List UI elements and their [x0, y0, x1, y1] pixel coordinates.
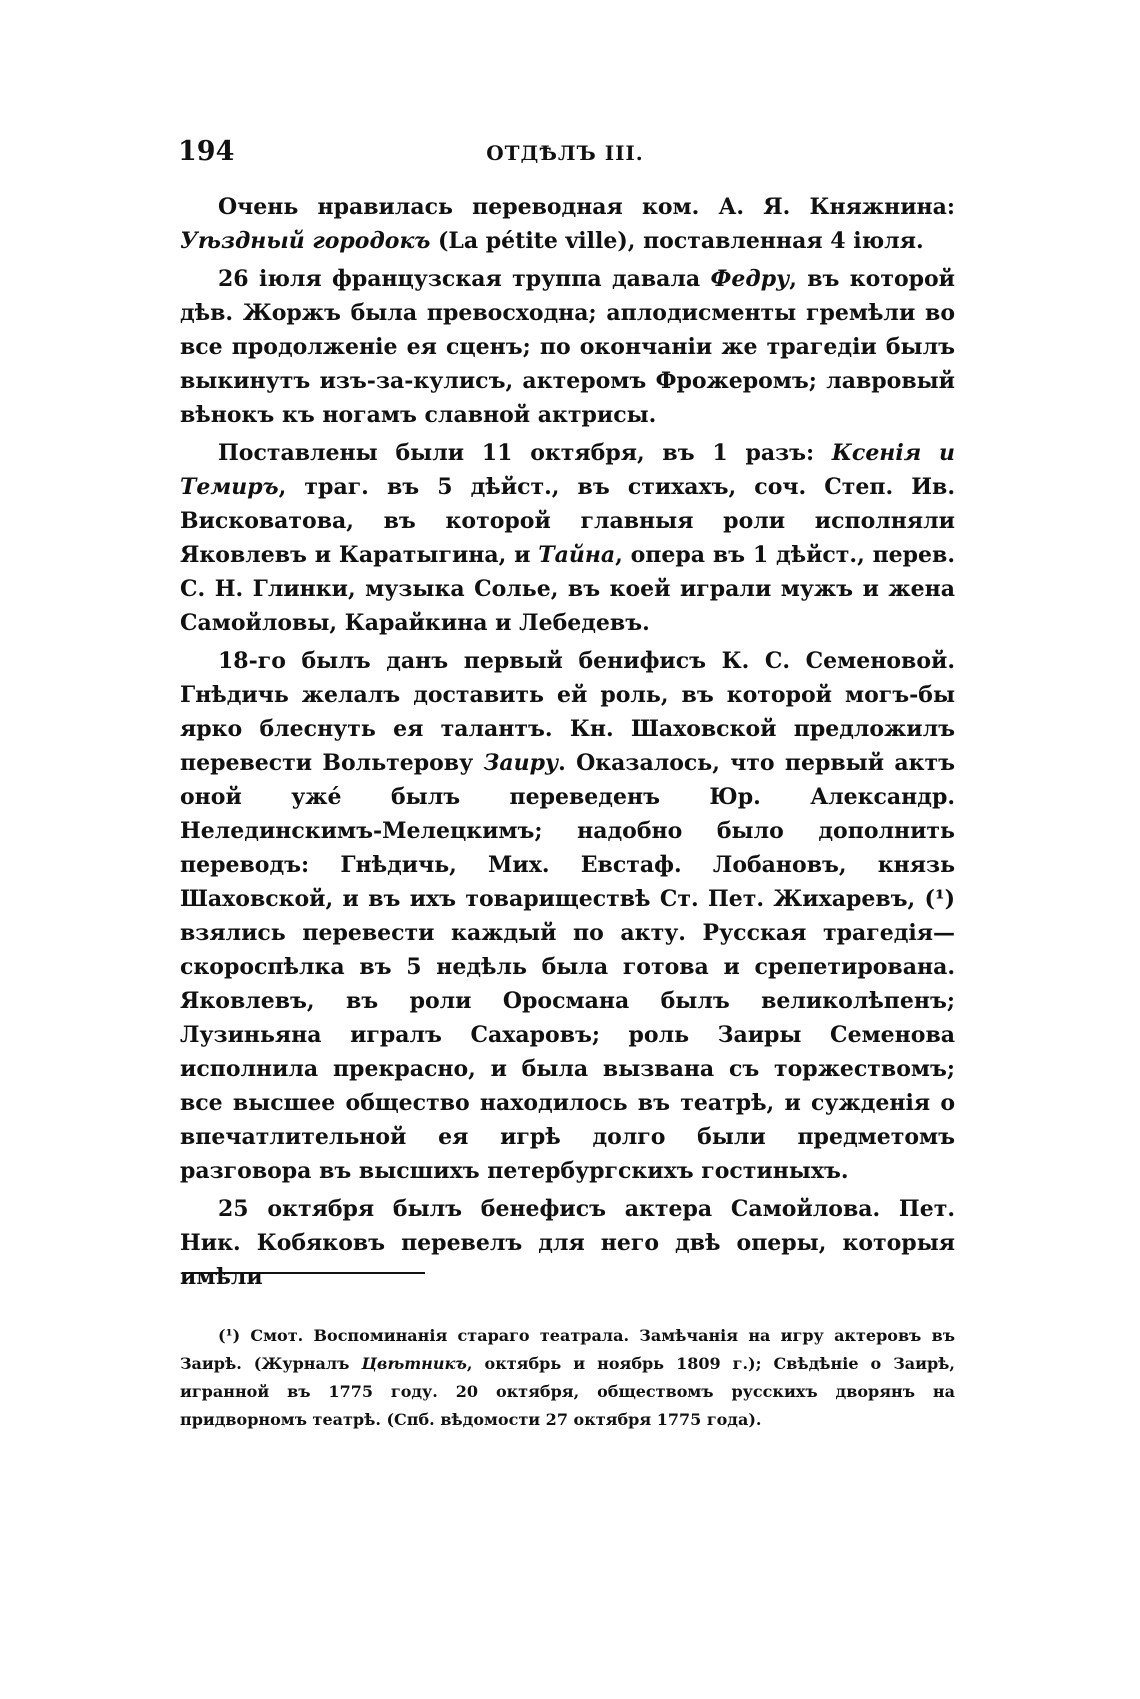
page-header: [170, 136, 960, 176]
paragraph: 25 октября былъ бенефисъ актера Самойлова. Пет. Ник. Кобяковъ перевелъ для него двѣ оперы, которыя имѣли: [180, 1196, 955, 1290]
footnote-divider: [182, 1272, 425, 1274]
footnotes: [180, 1322, 955, 1434]
paragraph: Очень нравилась переводная ком. А. Я. Княжнина: Уѣздный городокъ (La pétite ville), поставленная 4 іюля.: [180, 194, 955, 254]
paragraph: 26 іюля французская труппа давала Федру, въ которой дѣв. Жоржъ была превосходна; аплодисменты гремѣли во все продолженіе ея сценъ; по окончаніи же трагедіи былъ выкинутъ изъ-за-кулисъ, актеромъ Фрожеромъ; лавровый вѣнокъ къ ногамъ славной актрисы.: [180, 266, 955, 428]
main-text: [180, 190, 955, 1294]
paragraph: 18-го былъ данъ первый бенифисъ К. С. Семеновой. Гнѣдичь желалъ доставить ей роль, въ которой могъ-бы ярко блеснуть ея талантъ. Кн. Шаховской предложилъ перевести Вольтерову Заиру. Оказалось, что первый актъ оной ужé былъ переведенъ Юр. Александр. Нелединскимъ-Мелецкимъ; надобно было дополнить переводъ: Гнѣдичь, Мих. Евстаф. Лобановъ, князь Шаховской, и въ ихъ товариществѣ Ст. Пет. Жихаревъ, (¹) взялись перевести каждый по акту. Русская трагедія—скороспѣлка въ 5 недѣль была готова и срепетирована. Яковлевъ, въ роли Оросмана былъ великолѣпенъ; Лузиньяна игралъ Сахаровъ; роль Заиры Семенова исполнила прекрасно, и была вызвана съ торжествомъ; все высшее общество находилось въ театрѣ, и сужденія о впечатлительной ея игрѣ долго были предметомъ разговора въ высшихъ петербургскихъ гостиныхъ.: [180, 648, 955, 1184]
section-title: ОТДѢЛЪ III.: [486, 141, 644, 165]
paragraph: Поставлены были 11 октября, въ 1 разъ: Ксенія и Темиръ, траг. въ 5 дѣйст., въ стихахъ, соч. Степ. Ив. Висковатова, въ которой главныя роли исполняли Яковлевъ и Каратыгина, и Тайна, опера въ 1 дѣйст., перев. С. Н. Глинки, музыка Солье, въ коей играли мужъ и жена Самойловы, Карайкина и Лебедевъ.: [180, 440, 955, 636]
footnote: (¹) Смот. Воспоминанія стараго театрала. Замѣчанія на игру актеровъ въ Заирѣ. (Журналъ Цвѣтникъ, октябрь и ноябрь 1809 г.); Свѣдѣніе о Заирѣ, игранной въ 1775 году. 20 октября, обществомъ русскихъ дворянъ на придворномъ театрѣ. (Спб. вѣдомости 27 октября 1775 года).: [180, 1326, 956, 1429]
page-number: 194: [178, 136, 235, 167]
